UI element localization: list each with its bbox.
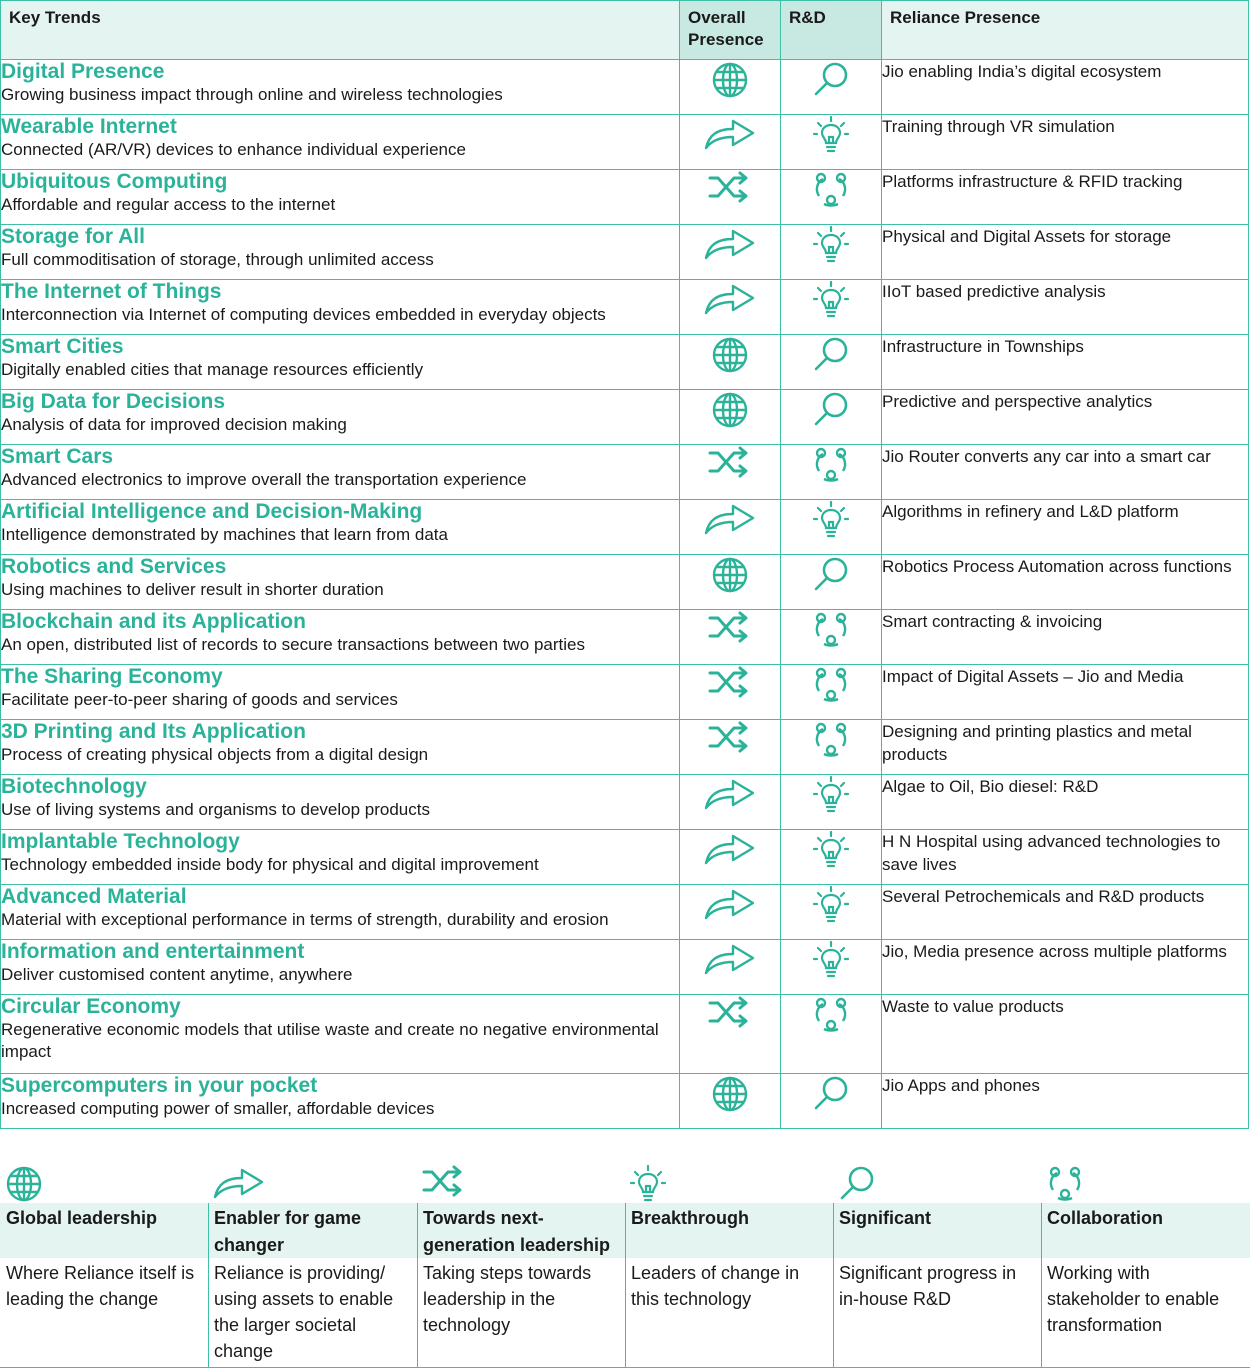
legend-description-box — [833, 1258, 1041, 1368]
reliance-presence-cell: Jio enabling India’s digital ecosystem — [882, 60, 1249, 115]
overall-presence-cell — [680, 225, 781, 280]
arrow-icon — [703, 280, 757, 316]
overall-presence-cell — [680, 610, 781, 665]
shuffle-icon — [707, 610, 753, 644]
table-row — [1, 390, 1249, 445]
globe-icon — [4, 1164, 44, 1204]
table-row — [1, 280, 1249, 335]
trend-cell — [1, 885, 680, 940]
arrow-icon — [703, 940, 757, 976]
trend-cell — [1, 500, 680, 555]
arrow-icon — [703, 500, 757, 536]
trend-title: Information and entertainment — [1, 940, 305, 963]
table-row — [1, 885, 1249, 940]
trend-cell — [1, 115, 680, 170]
rd-cell — [781, 1074, 882, 1129]
header-overall-line2: Presence — [688, 30, 764, 49]
header-rd: R&D — [781, 1, 882, 60]
overall-presence-cell — [680, 940, 781, 995]
magnifier-icon — [837, 1164, 877, 1204]
legend-description: Reliance is providing/ using assets to enable the larger societal change — [214, 1263, 394, 1361]
table-row — [1, 335, 1249, 390]
rd-cell — [781, 885, 882, 940]
trend-title: Blockchain and its Application — [1, 610, 306, 633]
arrow-icon — [703, 885, 757, 921]
legend-divider — [625, 1203, 626, 1368]
rd-cell — [781, 940, 882, 995]
trend-cell — [1, 390, 680, 445]
trend-cell — [1, 995, 680, 1074]
table-row — [1, 775, 1249, 830]
overall-presence-cell — [680, 335, 781, 390]
legend-description-box — [208, 1258, 417, 1368]
legend-description: Significant progress in in-house R&D — [839, 1263, 1017, 1309]
overall-presence-cell — [680, 995, 781, 1074]
reliance-presence-cell: Predictive and perspective analytics — [882, 390, 1249, 445]
shuffle-icon — [707, 665, 753, 699]
trend-cell — [1, 940, 680, 995]
bulb-icon — [812, 775, 850, 815]
collab-icon — [811, 170, 851, 210]
trend-title: 3D Printing and Its Application — [1, 720, 306, 743]
legend-description-box — [625, 1258, 833, 1368]
table-row — [1, 115, 1249, 170]
legend-description-box — [417, 1258, 625, 1368]
table-row — [1, 720, 1249, 775]
legend-title-box — [1041, 1203, 1250, 1258]
bulb-icon — [812, 830, 850, 870]
table-row — [1, 225, 1249, 280]
magnifier-icon — [811, 60, 851, 100]
reliance-presence-cell: Algorithms in refinery and L&D platform — [882, 500, 1249, 555]
trend-cell — [1, 775, 680, 830]
collab-icon — [1045, 1164, 1085, 1204]
table-row — [1, 555, 1249, 610]
table-header-row — [1, 1, 1249, 60]
globe-icon — [710, 390, 750, 430]
trend-cell — [1, 1074, 680, 1129]
trend-description: Advanced electronics to improve overall the transportation experience — [1, 470, 527, 489]
reliance-presence-cell: Robotics Process Automation across functions — [882, 555, 1249, 610]
trend-description: Facilitate peer-to-peer sharing of goods and services — [1, 690, 398, 709]
legend-title: Breakthrough — [631, 1208, 750, 1228]
rd-cell — [781, 610, 882, 665]
reliance-presence-cell: Jio, Media presence across multiple platforms — [882, 940, 1249, 995]
legend-description: Where Reliance itself is leading the change — [6, 1263, 195, 1309]
legend-description-box — [0, 1258, 208, 1368]
trend-cell — [1, 445, 680, 500]
rd-cell — [781, 830, 882, 885]
overall-presence-cell — [680, 830, 781, 885]
shuffle-icon — [707, 995, 753, 1029]
trend-description: Affordable and regular access to the internet — [1, 195, 336, 214]
overall-presence-cell — [680, 720, 781, 775]
trend-description: Regenerative economic models that utilise waste and create no negative environmental impact — [1, 1020, 659, 1061]
legend — [0, 1158, 1250, 1370]
table-row — [1, 1074, 1249, 1129]
legend-description: Taking steps towards leadership in the technology — [423, 1263, 592, 1335]
bulb-icon — [812, 885, 850, 925]
trend-description: Technology embedded inside body for physical and digital improvement — [1, 855, 539, 874]
table-row — [1, 830, 1249, 885]
trend-title: Digital Presence — [1, 60, 165, 83]
shuffle-icon — [421, 1164, 467, 1198]
table-row — [1, 940, 1249, 995]
table-row — [1, 445, 1249, 500]
table-row — [1, 665, 1249, 720]
globe-icon — [710, 1074, 750, 1114]
legend-title: Enabler for game changer — [214, 1208, 362, 1255]
trend-title: Wearable Internet — [1, 115, 177, 138]
legend-item — [833, 1158, 1041, 1370]
legend-title-box — [417, 1203, 625, 1258]
table-row — [1, 170, 1249, 225]
trend-cell — [1, 830, 680, 885]
trend-title: Artificial Intelligence and Decision-Making — [1, 500, 423, 523]
legend-title-box — [833, 1203, 1041, 1258]
collab-icon — [811, 665, 851, 705]
rd-cell — [781, 60, 882, 115]
legend-item — [0, 1158, 208, 1370]
trend-cell — [1, 280, 680, 335]
rd-cell — [781, 115, 882, 170]
trend-cell — [1, 225, 680, 280]
trend-description: Digitally enabled cities that manage resources efficiently — [1, 360, 424, 379]
rd-cell — [781, 775, 882, 830]
overall-presence-cell — [680, 775, 781, 830]
rd-cell — [781, 335, 882, 390]
overall-presence-cell — [680, 445, 781, 500]
rd-cell — [781, 995, 882, 1074]
legend-divider — [417, 1203, 418, 1368]
globe-icon — [710, 335, 750, 375]
trend-description: Deliver customised content anytime, anywhere — [1, 965, 353, 984]
trend-description: Analysis of data for improved decision making — [1, 415, 347, 434]
arrow-icon — [703, 830, 757, 866]
rd-cell — [781, 500, 882, 555]
header-key-trends: Key Trends — [1, 1, 680, 60]
legend-title: Towards next-generation leadership — [423, 1208, 611, 1255]
overall-presence-cell — [680, 390, 781, 445]
trend-description: Increased computing power of smaller, affordable devices — [1, 1099, 435, 1118]
bulb-icon — [812, 500, 850, 540]
trend-cell — [1, 60, 680, 115]
rd-cell — [781, 170, 882, 225]
trend-description: Using machines to deliver result in shorter duration — [1, 580, 384, 599]
collab-icon — [811, 995, 851, 1035]
reliance-presence-cell: Training through VR simulation — [882, 115, 1249, 170]
legend-title: Global leadership — [6, 1208, 158, 1228]
overall-presence-cell — [680, 280, 781, 335]
arrow-icon — [703, 115, 757, 151]
rd-cell — [781, 555, 882, 610]
reliance-presence-cell: Algae to Oil, Bio diesel: R&D — [882, 775, 1249, 830]
header-overall-line1: Overall — [688, 8, 746, 27]
bulb-icon — [812, 225, 850, 265]
trend-title: Advanced Material — [1, 885, 187, 908]
reliance-presence-cell: Physical and Digital Assets for storage — [882, 225, 1249, 280]
legend-description-box — [1041, 1258, 1250, 1368]
table-row — [1, 995, 1249, 1074]
trend-title: The Sharing Economy — [1, 665, 223, 688]
reliance-presence-cell: Waste to value products — [882, 995, 1249, 1074]
trend-cell — [1, 335, 680, 390]
trend-title: Smart Cities — [1, 335, 124, 358]
magnifier-icon — [811, 335, 851, 375]
magnifier-icon — [811, 555, 851, 595]
trend-title: Big Data for Decisions — [1, 390, 226, 413]
trend-title: Biotechnology — [1, 775, 147, 798]
legend-title: Collaboration — [1047, 1208, 1163, 1228]
reliance-presence-cell: Designing and printing plastics and metal products — [882, 720, 1249, 775]
trend-cell — [1, 665, 680, 720]
legend-divider — [833, 1203, 834, 1368]
trend-description: Connected (AR/VR) devices to enhance individual experience — [1, 140, 466, 159]
trend-title: Implantable Technology — [1, 830, 240, 853]
header-overall-presence — [680, 1, 781, 60]
overall-presence-cell — [680, 885, 781, 940]
rd-cell — [781, 280, 882, 335]
trend-description: Growing business impact through online and wireless technologies — [1, 85, 503, 104]
trend-cell — [1, 720, 680, 775]
reliance-presence-cell: Jio Router converts any car into a smart car — [882, 445, 1249, 500]
table-row — [1, 610, 1249, 665]
arrow-icon — [703, 775, 757, 811]
legend-item — [208, 1158, 417, 1370]
rd-cell — [781, 390, 882, 445]
overall-presence-cell — [680, 665, 781, 720]
rd-cell — [781, 445, 882, 500]
reliance-presence-cell: Smart contracting & invoicing — [882, 610, 1249, 665]
arrow-icon — [212, 1164, 266, 1200]
shuffle-icon — [707, 445, 753, 479]
magnifier-icon — [811, 390, 851, 430]
trend-cell — [1, 555, 680, 610]
reliance-presence-cell: IIoT based predictive analysis — [882, 280, 1249, 335]
overall-presence-cell — [680, 170, 781, 225]
globe-icon — [710, 60, 750, 100]
legend-description: Leaders of change in this technology — [631, 1263, 800, 1309]
table-row — [1, 500, 1249, 555]
overall-presence-cell — [680, 500, 781, 555]
legend-title-box — [208, 1203, 417, 1258]
reliance-presence-cell: H N Hospital using advanced technologies to save lives — [882, 830, 1249, 885]
bulb-icon — [812, 280, 850, 320]
trend-title: Smart Cars — [1, 445, 114, 468]
magnifier-icon — [811, 1074, 851, 1114]
trend-title: The Internet of Things — [1, 280, 222, 303]
reliance-presence-cell: Several Petrochemicals and R&D products — [882, 885, 1249, 940]
globe-icon — [710, 555, 750, 595]
legend-icon-wrap — [421, 1164, 467, 1203]
collab-icon — [811, 720, 851, 760]
trend-description: Full commoditisation of storage, through unlimited access — [1, 250, 434, 269]
trend-title: Storage for All — [1, 225, 145, 248]
trend-title: Ubiquitous Computing — [1, 170, 228, 193]
trend-description: An open, distributed list of records to secure transactions between two parties — [1, 635, 585, 654]
reliance-presence-cell: Infrastructure in Townships — [882, 335, 1249, 390]
overall-presence-cell — [680, 1074, 781, 1129]
overall-presence-cell — [680, 555, 781, 610]
header-reliance-presence: Reliance Presence — [882, 1, 1249, 60]
reliance-presence-cell: Jio Apps and phones — [882, 1074, 1249, 1129]
overall-presence-cell — [680, 115, 781, 170]
trend-title: Robotics and Services — [1, 555, 227, 578]
legend-divider — [1041, 1203, 1042, 1368]
legend-item — [417, 1158, 625, 1370]
legend-title-box — [625, 1203, 833, 1258]
trend-description: Interconnection via Internet of computing devices embedded in everyday objects — [1, 305, 606, 324]
shuffle-icon — [707, 170, 753, 204]
trend-description: Use of living systems and organisms to develop products — [1, 800, 430, 819]
collab-icon — [811, 445, 851, 485]
reliance-presence-cell: Impact of Digital Assets – Jio and Media — [882, 665, 1249, 720]
trend-title: Supercomputers in your pocket — [1, 1074, 318, 1097]
trends-table-body — [1, 60, 1249, 1129]
legend-bottom-rule — [0, 1367, 1250, 1368]
trend-description: Material with exceptional performance in terms of strength, durability and erosion — [1, 910, 609, 929]
shuffle-icon — [707, 720, 753, 754]
legend-icon-wrap — [212, 1164, 266, 1205]
overall-presence-cell — [680, 60, 781, 115]
rd-cell — [781, 720, 882, 775]
bulb-icon — [812, 940, 850, 980]
rd-cell — [781, 225, 882, 280]
bulb-icon — [629, 1164, 667, 1204]
legend-item — [1041, 1158, 1250, 1370]
trend-title: Circular Economy — [1, 995, 181, 1018]
trend-cell — [1, 170, 680, 225]
rd-cell — [781, 665, 882, 720]
bulb-icon — [812, 115, 850, 155]
trend-description: Intelligence demonstrated by machines that learn from data — [1, 525, 448, 544]
legend-description: Working with stakeholder to enable transformation — [1047, 1263, 1220, 1335]
legend-title-box — [0, 1203, 208, 1258]
trend-cell — [1, 610, 680, 665]
reliance-presence-cell: Platforms infrastructure & RFID tracking — [882, 170, 1249, 225]
legend-item — [625, 1158, 833, 1370]
trend-description: Process of creating physical objects from a digital design — [1, 745, 429, 764]
collab-icon — [811, 610, 851, 650]
legend-divider — [208, 1203, 209, 1368]
arrow-icon — [703, 225, 757, 261]
legend-title: Significant — [839, 1208, 932, 1228]
table-row — [1, 60, 1249, 115]
